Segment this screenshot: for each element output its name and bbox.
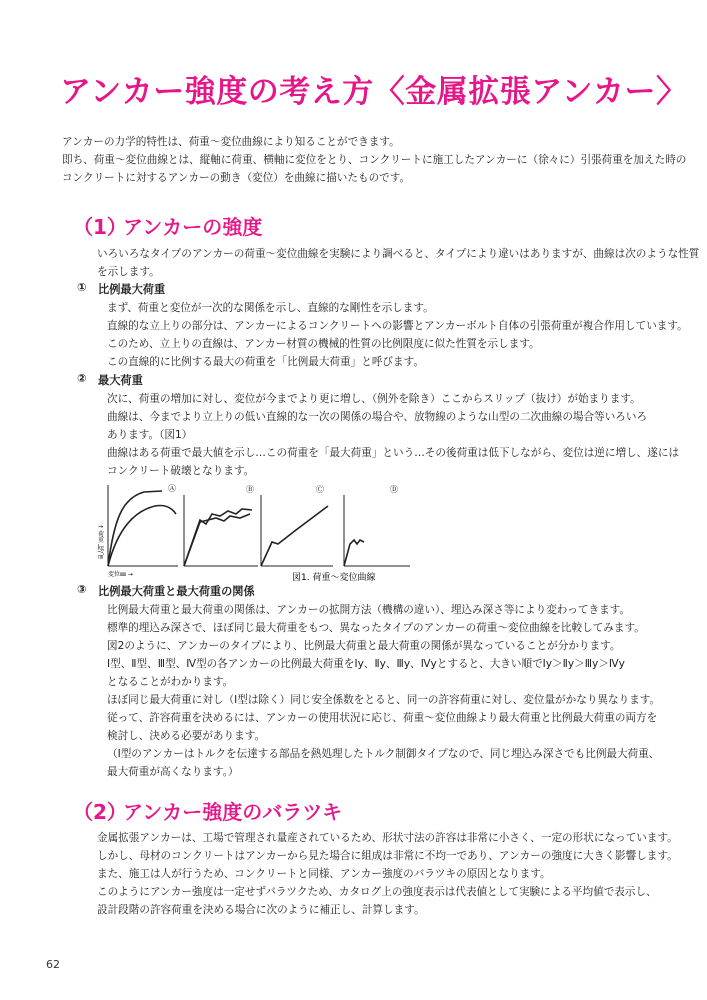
panel-b [184, 485, 258, 566]
sub1-line-4: この直線的に比例する最大の荷重を「比例最大荷重」と呼びます。 [107, 356, 424, 368]
sub3-line-4: Ⅰ型、Ⅱ型、Ⅲ型、Ⅳ型の各アンカーの比例最大荷重をⅠy、Ⅱy、Ⅲy、Ⅳyとすると、大きい順でⅠy＞Ⅱy＞Ⅲy＞Ⅳy [107, 658, 625, 670]
section1-lead-2: を示します。 [97, 266, 160, 278]
sub3-line-1: 比例最大荷重と最大荷重の関係は、アンカーの拡開方法（機構の違い）、埋込み深さ等により変わってきます。 [107, 604, 631, 616]
sub2-heading: 最大荷重 [98, 374, 143, 387]
panel-c [261, 485, 333, 566]
panel-label-a: Ⓐ [168, 484, 176, 493]
sub2-line-4: 曲線はある荷重で最大値を示し…この荷重を「最大荷重」という…その後荷重は低下しながら、変位は逆に増し、遂には [107, 447, 680, 459]
curve-d [344, 540, 364, 566]
figure-caption: 図1. 荷重〜変位曲線 [292, 573, 376, 583]
section2-line-1: 金属拡張アンカーは、工場で管理され量産されているため、形状寸法の許容は非常に小さく、一定の形状になっています。 [97, 832, 678, 844]
y-axis-label: ↑ 荷重 ㎏/㎠ [96, 524, 104, 559]
sub3-line-6: ほぼ同じ最大荷重に対し（Ⅰ型は除く）同じ安全係数をとると、同一の許容荷重に対し、変位量がかなり異なります。 [107, 694, 661, 706]
panel-d [344, 485, 410, 566]
sub3-line-3: 図2のように、アンカーのタイプにより、比例最大荷重と最大荷重の関係が異なっていることが分かります。 [107, 640, 621, 652]
curve-a-lower [108, 505, 176, 566]
section2-line-4: このようにアンカー強度は一定せずバラツクため、カタログ上の強度表示は代表値として実験による平均値で表示し、 [97, 886, 657, 898]
sub3-heading: 比例最大荷重と最大荷重の関係 [98, 585, 255, 598]
sub1-heading: 比例最大荷重 [98, 283, 166, 296]
page-title: アンカー強度の考え方〈金属拡張アンカー〉 [60, 74, 688, 110]
sub3-line-7: 従って、許容荷重を決めるには、アンカーの使用状況に応じ、荷重〜変位曲線より最大荷重と比例最大荷重の両方を [107, 712, 658, 724]
panel-a [97, 484, 179, 578]
sub3-line-8: 検討し、決める必要があります。 [107, 730, 266, 742]
sub3-line-9: （Ⅰ型のアンカーはトルクを伝達する部品を熱処理したトルク制御タイプなので、同じ埋込み深さでも比例最大荷重、 [107, 748, 660, 760]
section1-number: （1） [73, 215, 127, 239]
sub3-marker: ③ [77, 583, 87, 596]
sub2-line-1: 次に、荷重の増加に対し、変位が今までより更に増し、（例外を除き）ここからスリップ（抜け）が始まります。 [107, 393, 641, 405]
curve-c [261, 506, 328, 566]
page-number: 62 [46, 958, 60, 971]
sub2-line-2: 曲線は、今までより立上りの低い直線的な一次の関係の場合や、放物線のような山型の二次曲線の場合等いろいろ [107, 411, 648, 423]
intro-line-2: 即ち、荷重〜変位曲線とは、縦軸に荷重、横軸に変位をとり、コンクリートに施工したアンカーに（徐々に）引張荷重を加えた時の [62, 154, 687, 166]
panel-label-b: Ⓑ [246, 485, 254, 494]
section2-heading: アンカー強度のバラツキ [123, 800, 343, 824]
sub2-line-3: あります。（図1） [107, 429, 193, 441]
sub1-line-1: まず、荷重と変位が一次的な関係を示し、直線的な剛性を示します。 [107, 302, 434, 314]
section1-lead-1: いろいろなタイプのアンカーの荷重〜変位曲線を実験により調べると、タイプにより違いはありますが、曲線は次のような性質 [97, 248, 700, 260]
load-displacement-figure [96, 480, 420, 585]
sub3-line-2: 標準的埋込み深さで、ほぼ同じ最大荷重をもつ、異なったタイプのアンカーの荷重〜変位曲線を比較してみます。 [107, 622, 645, 634]
curve-b-lower [184, 514, 250, 566]
sub2-marker: ② [77, 372, 87, 385]
intro-line-1: アンカーの力学的特性は、荷重〜変位曲線により知ることができます。 [62, 136, 400, 148]
section2-line-5: 設計段階の許容荷重を決める場合に次のように補正し、計算します。 [97, 904, 425, 916]
intro-line-3: コンクリートに対するアンカーの動き（変位）を曲線に描いたものです。 [62, 172, 411, 184]
section1-heading: アンカーの強度 [123, 215, 263, 239]
sub1-line-2: 直線的な立上りの部分は、アンカーによるコンクリートへの影響とアンカーボルト自体の引張荷重が複合作用しています。 [107, 320, 688, 332]
curve-a-upper [108, 491, 162, 566]
panel-label-d: Ⓓ [390, 485, 398, 494]
section2-line-2: しかし、母材のコンクリートはアンカーから見た場合に組成は非常に不均一であり、アンカーの強度に大きく影響します。 [97, 850, 678, 862]
section2-number: （2） [73, 800, 127, 824]
sub3-line-5: となることがわかります。 [107, 676, 234, 688]
x-axis-label: 変位㎜ → [108, 571, 133, 578]
sub2-line-5: コンクリート破壊となります。 [107, 465, 255, 477]
sub1-marker: ① [77, 281, 87, 294]
section2-line-3: また、施工は人が行うため、コンクリートと同様、アンカー強度のバラツキの原因となります。 [97, 868, 551, 880]
panel-label-c: Ⓒ [316, 485, 324, 494]
sub1-line-3: このため、立上りの直線は、アンカー材質の機械的性質の比例限度に似た性質を示します。 [107, 338, 540, 350]
sub3-line-10: 最大荷重が高くなります。） [107, 766, 239, 778]
